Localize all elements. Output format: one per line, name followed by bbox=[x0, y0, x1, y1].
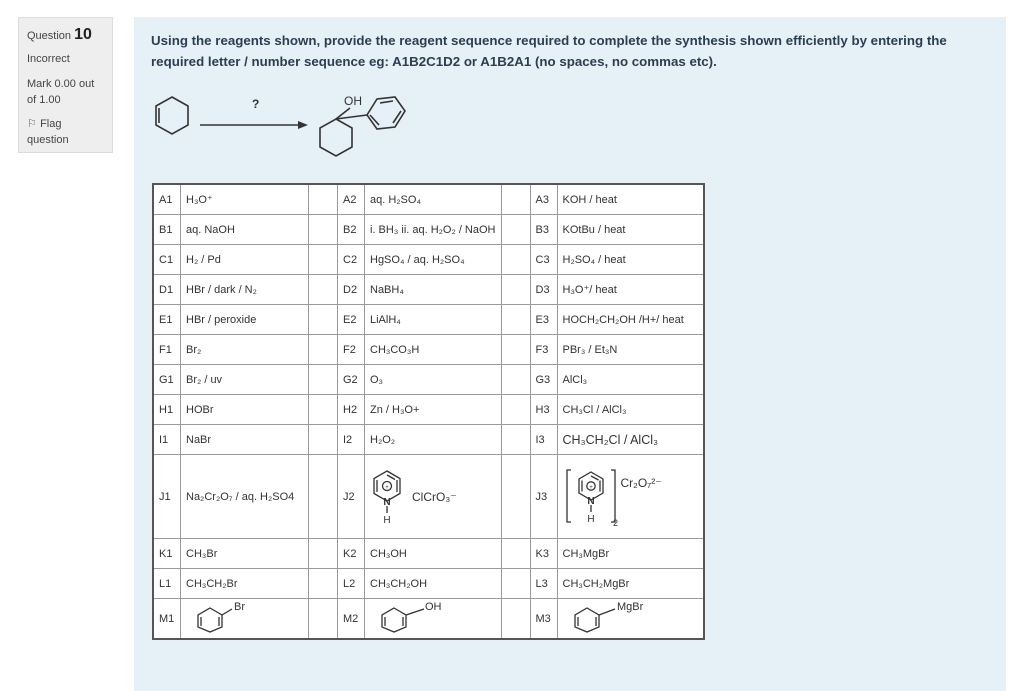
reagent-code: K1 bbox=[153, 539, 181, 569]
reagent-text: PBr₃ / Et₃N bbox=[557, 335, 704, 365]
gap-cell bbox=[501, 599, 530, 640]
product-structure bbox=[320, 97, 405, 156]
reagent-text: NaBr bbox=[181, 425, 309, 455]
gap-cell bbox=[309, 395, 338, 425]
gap-cell bbox=[309, 305, 338, 335]
reagent-code: C3 bbox=[530, 245, 557, 275]
gap-cell bbox=[501, 245, 530, 275]
table-row bbox=[153, 599, 704, 640]
gap-cell bbox=[309, 245, 338, 275]
gap-cell bbox=[501, 455, 530, 539]
pdc-reagent-cell bbox=[557, 455, 704, 539]
question-label: Question bbox=[27, 30, 72, 42]
svg-text:H: H bbox=[586, 513, 595, 525]
reagent-code: J1 bbox=[153, 455, 181, 539]
phenol-cell bbox=[365, 599, 502, 640]
gap-cell bbox=[501, 425, 530, 455]
svg-text:+: + bbox=[385, 484, 389, 491]
reagent-code: L2 bbox=[338, 569, 365, 599]
reagent-text: CH₃OH bbox=[365, 539, 502, 569]
table-row bbox=[153, 539, 704, 569]
gap-cell bbox=[309, 335, 338, 365]
gap-cell bbox=[309, 275, 338, 305]
reagent-code: M1 bbox=[153, 599, 181, 640]
question-status: Incorrect bbox=[27, 53, 70, 65]
gap-cell bbox=[501, 395, 530, 425]
reagent-text: KOtBu / heat bbox=[557, 215, 704, 245]
reagent-text: HBr / dark / N₂ bbox=[181, 275, 309, 305]
reagent-code: F2 bbox=[338, 335, 365, 365]
question-content bbox=[134, 17, 1006, 691]
reagent-code: B3 bbox=[530, 215, 557, 245]
reagent-code: C2 bbox=[338, 245, 365, 275]
reagent-code: K2 bbox=[338, 539, 365, 569]
cyclohexene-structure bbox=[156, 97, 188, 134]
phenylmagnesium-bromide-cell bbox=[557, 599, 704, 640]
reagent-text: ClCrO₃⁻ bbox=[412, 489, 457, 504]
svg-text:MgBr: MgBr bbox=[616, 601, 643, 613]
reagent-code: J2 bbox=[338, 455, 365, 539]
table-row bbox=[153, 275, 704, 305]
reagent-code: D2 bbox=[338, 275, 365, 305]
reagent-text: CH₃MgBr bbox=[557, 539, 704, 569]
reagent-text: HOCH₂CH₂OH /H+/ heat bbox=[557, 305, 704, 335]
gap-cell bbox=[501, 365, 530, 395]
table-row bbox=[153, 335, 704, 365]
gap-cell bbox=[501, 275, 530, 305]
reagent-code: D3 bbox=[530, 275, 557, 305]
gap-cell bbox=[309, 184, 338, 215]
reagent-text: Br₂ bbox=[181, 335, 309, 365]
reagent-text: CH₃Br bbox=[181, 539, 309, 569]
table-row bbox=[153, 569, 704, 599]
reagent-code: B2 bbox=[338, 215, 365, 245]
question-number-value: 10 bbox=[74, 26, 92, 43]
reagent-text: Zn / H₃O+ bbox=[365, 395, 502, 425]
table-row bbox=[153, 455, 704, 539]
svg-text:N: N bbox=[586, 495, 595, 507]
reagent-text: aq. H₂SO₄ bbox=[365, 184, 502, 215]
gap-cell bbox=[309, 539, 338, 569]
reagent-code: M3 bbox=[530, 599, 557, 640]
reagent-text: HBr / peroxide bbox=[181, 305, 309, 335]
svg-text:+: + bbox=[588, 484, 593, 491]
table-row bbox=[153, 245, 704, 275]
gap-cell bbox=[501, 184, 530, 215]
reagent-text: AlCl₃ bbox=[557, 365, 704, 395]
reagent-text: KOH / heat bbox=[557, 184, 704, 215]
reagent-text: i. BH₃ ii. aq. H₂O₂ / NaOH bbox=[365, 215, 502, 245]
svg-text:N: N bbox=[383, 496, 391, 508]
flag-icon: ⚐ bbox=[27, 118, 37, 130]
reagent-text: Br₂ / uv bbox=[181, 365, 309, 395]
reagent-code: G1 bbox=[153, 365, 181, 395]
reagent-text: aq. NaOH bbox=[181, 215, 309, 245]
table-row bbox=[153, 425, 704, 455]
table-row bbox=[153, 184, 704, 215]
reagent-text: HgSO₄ / aq. H₂SO₄ bbox=[365, 245, 502, 275]
gap-cell bbox=[501, 539, 530, 569]
svg-text:OH: OH bbox=[425, 601, 442, 613]
question-info-panel bbox=[18, 17, 113, 153]
reagent-text: NaBH₄ bbox=[365, 275, 502, 305]
reagent-text: Cr₂O₇²⁻ bbox=[620, 475, 662, 490]
pcc-reagent-cell bbox=[365, 455, 502, 539]
pyridinium-structure-pcc bbox=[370, 468, 404, 526]
reaction-scheme bbox=[148, 87, 428, 177]
reagent-code: L3 bbox=[530, 569, 557, 599]
arrow-question-mark: ? bbox=[252, 97, 260, 111]
reagent-code: D1 bbox=[153, 275, 181, 305]
reagent-code: M2 bbox=[338, 599, 365, 640]
gap-cell bbox=[501, 335, 530, 365]
reagent-code: H1 bbox=[153, 395, 181, 425]
reagent-code: E1 bbox=[153, 305, 181, 335]
reagent-code: A1 bbox=[153, 184, 181, 215]
reagent-code: B1 bbox=[153, 215, 181, 245]
reagent-text: HOBr bbox=[181, 395, 309, 425]
gap-cell bbox=[309, 425, 338, 455]
table-row bbox=[153, 215, 704, 245]
gap-cell bbox=[309, 599, 338, 640]
reagent-text: O₃ bbox=[365, 365, 502, 395]
reagent-text: CH₃Cl / AlCl₃ bbox=[557, 395, 704, 425]
reaction-arrow bbox=[200, 121, 308, 129]
reagent-text: CH₃CH₂Br bbox=[181, 569, 309, 599]
pyridinium-structure-pdc bbox=[563, 466, 619, 528]
gap-cell bbox=[501, 215, 530, 245]
phenol-structure bbox=[370, 599, 460, 635]
reagent-code: G2 bbox=[338, 365, 365, 395]
phenylmagnesium-bromide-structure bbox=[563, 599, 663, 635]
svg-text:2: 2 bbox=[612, 517, 618, 528]
reagent-code: I2 bbox=[338, 425, 365, 455]
reagent-code: F1 bbox=[153, 335, 181, 365]
bromobenzene-cell bbox=[181, 599, 309, 640]
reagent-text: H₂O₂ bbox=[365, 425, 502, 455]
question-number bbox=[27, 26, 104, 44]
gap-cell bbox=[501, 305, 530, 335]
reagent-text: CH₃CH₂Cl / AlCl₃ bbox=[557, 425, 704, 455]
reagent-code: C1 bbox=[153, 245, 181, 275]
reagent-code: E2 bbox=[338, 305, 365, 335]
reagent-code: A2 bbox=[338, 184, 365, 215]
gap-cell bbox=[309, 215, 338, 245]
reagent-text: H₂ / Pd bbox=[181, 245, 309, 275]
reagent-table bbox=[152, 183, 705, 640]
reagent-text: CH₃CH₂MgBr bbox=[557, 569, 704, 599]
reagent-code: F3 bbox=[530, 335, 557, 365]
reagent-code: I1 bbox=[153, 425, 181, 455]
reagent-text: H₂SO₄ / heat bbox=[557, 245, 704, 275]
reagent-code: K3 bbox=[530, 539, 557, 569]
gap-cell bbox=[309, 365, 338, 395]
reagent-text: CH₃CH₂OH bbox=[365, 569, 502, 599]
gap-cell bbox=[309, 569, 338, 599]
flag-question-link[interactable] bbox=[27, 116, 104, 148]
reagent-text: LiAlH₄ bbox=[365, 305, 502, 335]
reagent-code: J3 bbox=[530, 455, 557, 539]
gap-cell bbox=[309, 455, 338, 539]
reagent-code: H2 bbox=[338, 395, 365, 425]
table-row bbox=[153, 395, 704, 425]
reagent-text: H₃O⁺/ heat bbox=[557, 275, 704, 305]
flag-question-label: Flag question bbox=[27, 118, 69, 146]
reagent-code: A3 bbox=[530, 184, 557, 215]
bromobenzene-structure bbox=[186, 599, 266, 635]
table-row bbox=[153, 305, 704, 335]
product-oh-label: OH bbox=[344, 94, 362, 108]
reagent-code: H3 bbox=[530, 395, 557, 425]
reagent-code: E3 bbox=[530, 305, 557, 335]
svg-text:H: H bbox=[383, 514, 391, 526]
table-row bbox=[153, 365, 704, 395]
reagent-text: H₃O⁺ bbox=[181, 184, 309, 215]
question-prompt: Using the reagents shown, provide the reagent sequence required to complete the synthesis shown efficiently by entering the required letter / number sequence eg: A1B2C1D2 or A1B2A1 (no spaces, no commas etc). bbox=[151, 33, 947, 69]
reagent-code: I3 bbox=[530, 425, 557, 455]
reagent-text: CH₃CO₃H bbox=[365, 335, 502, 365]
gap-cell bbox=[501, 569, 530, 599]
reagent-text: Na₂Cr₂O₇ / aq. H₂SO4 bbox=[181, 455, 309, 539]
reagent-code: G3 bbox=[530, 365, 557, 395]
reagent-code: L1 bbox=[153, 569, 181, 599]
question-mark: Mark 0.00 out of 1.00 bbox=[27, 78, 95, 106]
svg-text:Br: Br bbox=[234, 601, 245, 613]
